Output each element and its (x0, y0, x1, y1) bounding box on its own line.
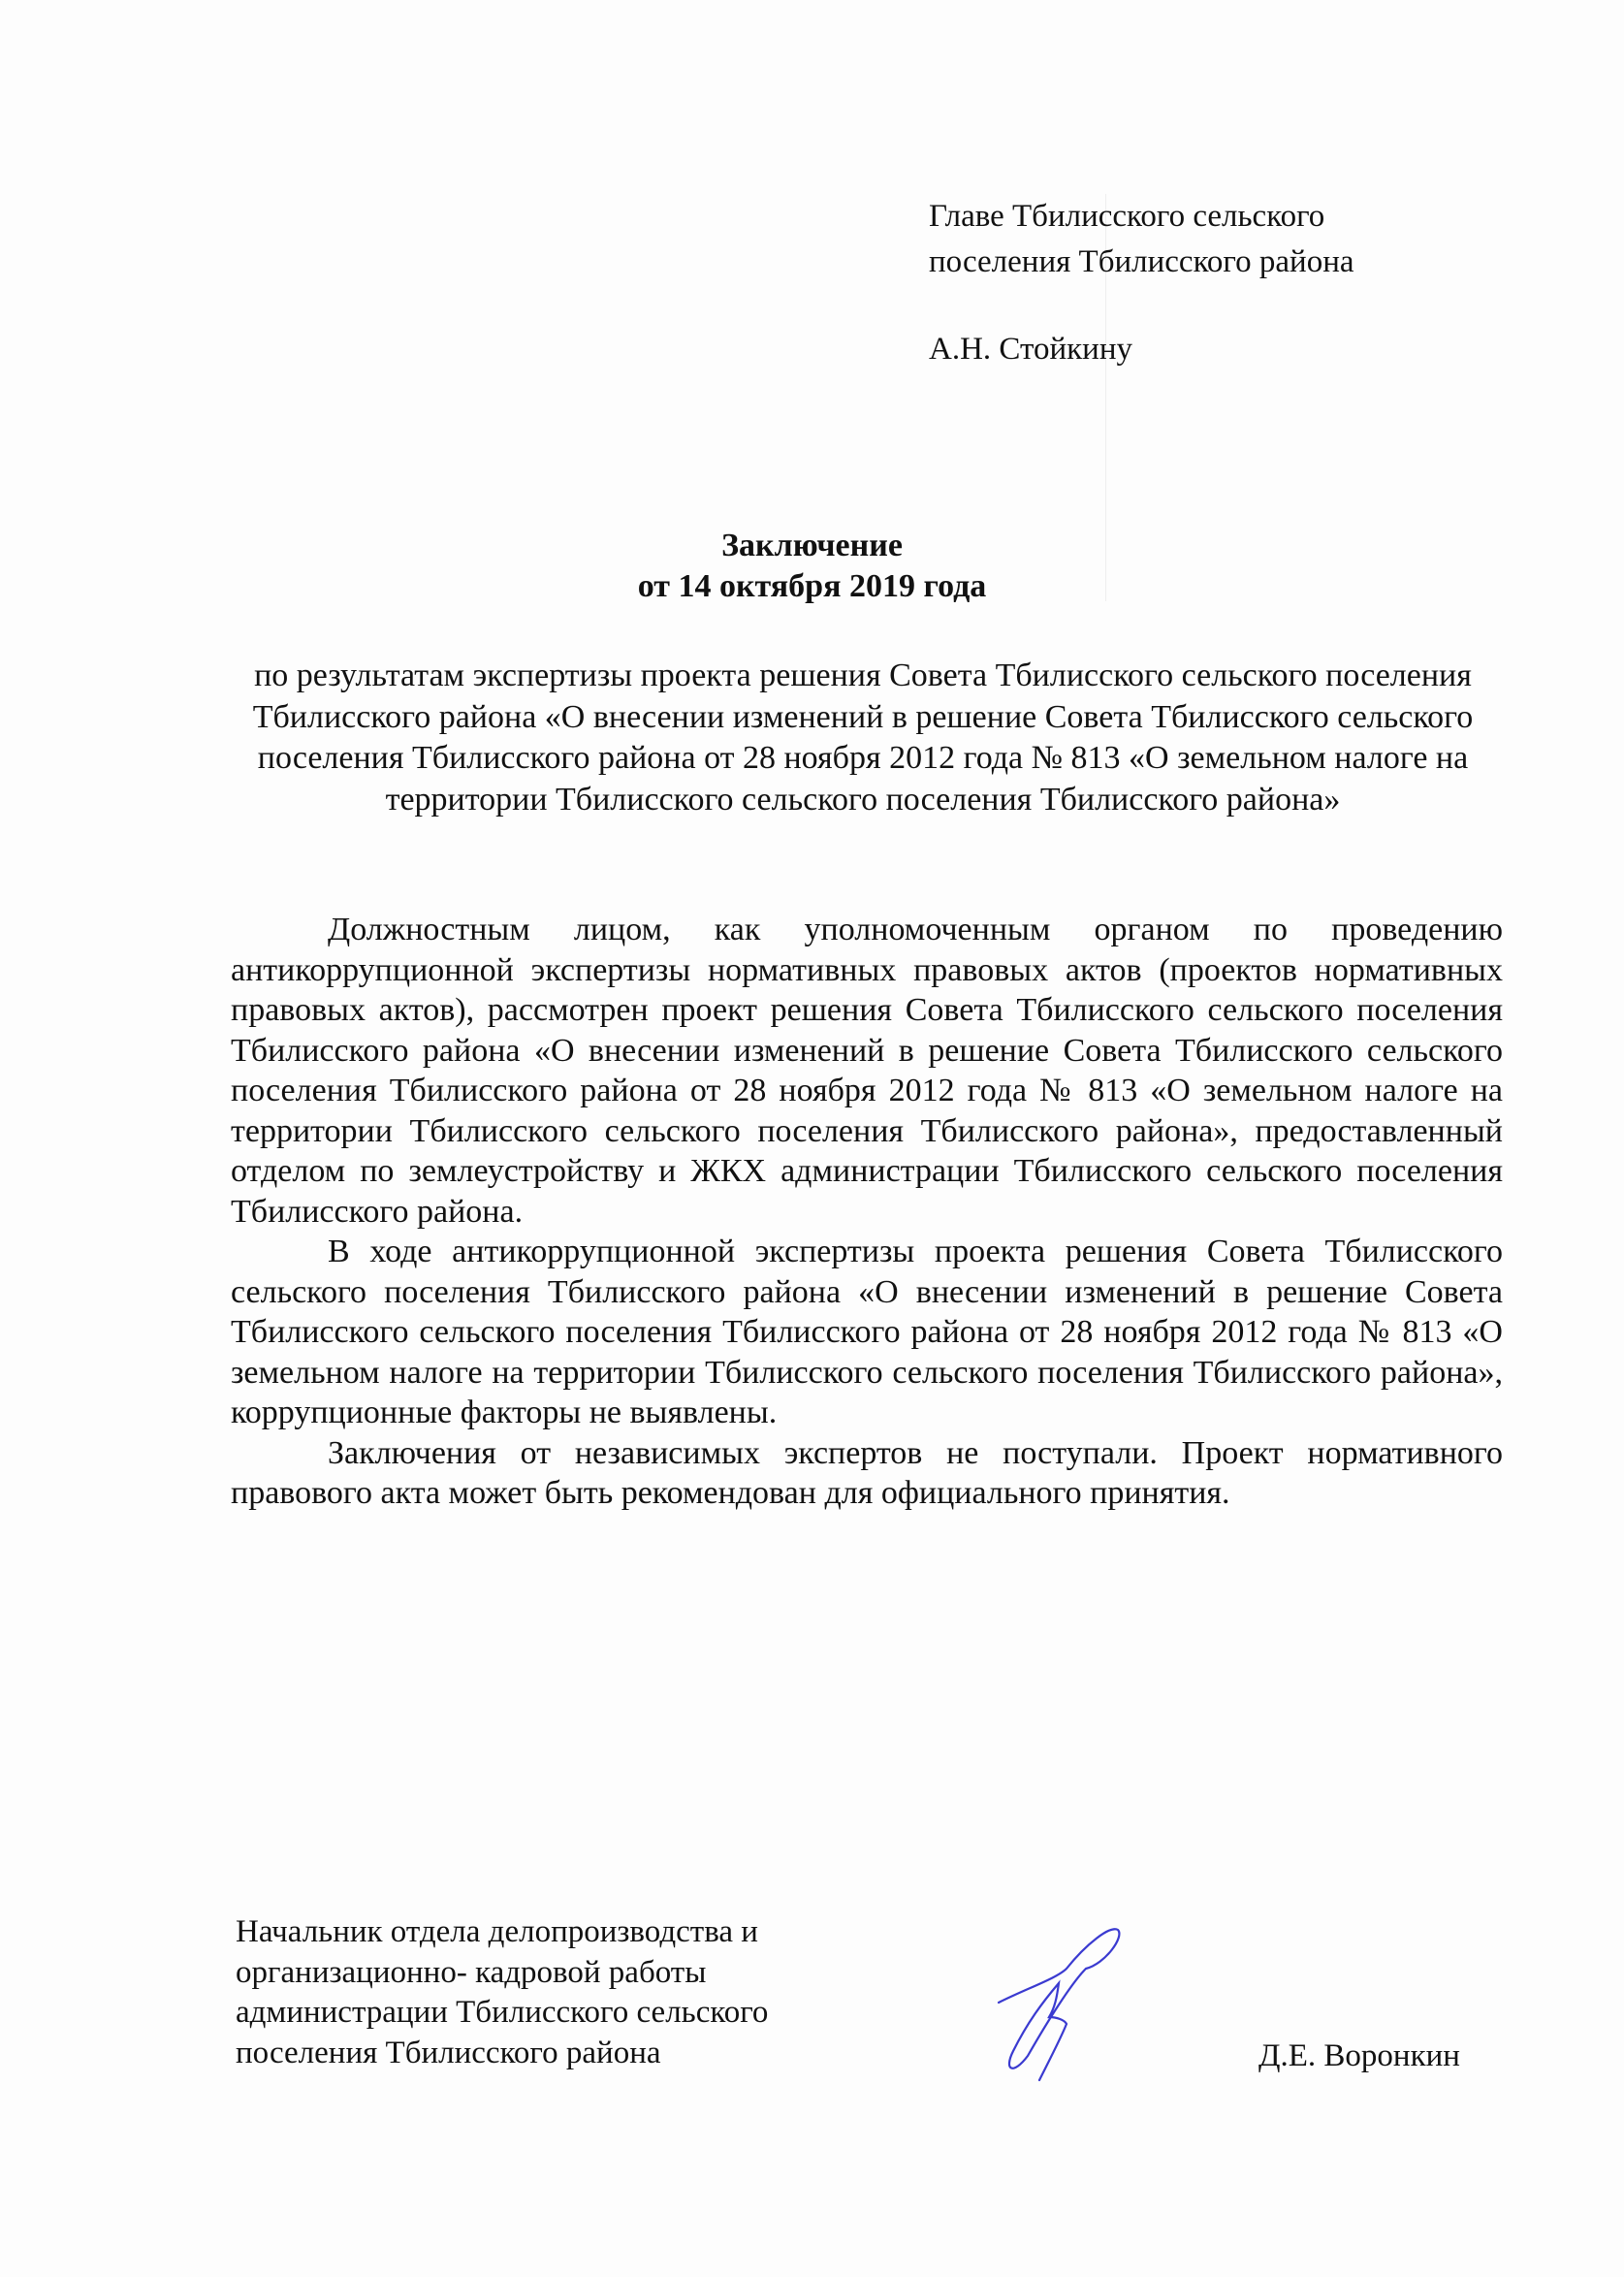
signer-position-line: организационно- кадровой работы (236, 1954, 707, 1990)
addressee-name: А.Н. Стойкину (929, 332, 1132, 367)
handwritten-signature (989, 1925, 1163, 2090)
signer-name: Д.Е. Воронкин (1258, 2038, 1460, 2073)
addressee-line: Главе Тбилисского сельского (929, 199, 1325, 234)
body-paragraph: Заключения от независимых экспертов не поступали. Проект нормативного правового акта может быть рекомендован для официального принятия. (231, 1434, 1503, 1511)
signature-stroke (999, 1929, 1119, 2080)
signer-position-line: поселения Тбилисского района (236, 2035, 661, 2070)
document-subject: по результатам экспертизы проекта решения Совета Тбилисского сельского поселения Тбилисского района «О внесении изменений в решение Совета Тбилисского сельского поселения Тбилисского района от 28 ноября 2012 года № 813 «О земельном налоге на территории Тбилисского сельского поселения Тбилисского района» (252, 657, 1474, 818)
signer-position-line: Начальник отдела делопроизводства и (236, 1914, 758, 1949)
document-body (231, 910, 1503, 1514)
addressee-block (929, 194, 1354, 372)
title-heading: Заключение (721, 528, 903, 563)
signer-position-line: администрации Тбилисского сельского (236, 1995, 769, 2030)
signer-position (236, 1912, 768, 2073)
body-paragraph: Должностным лицом, как уполномоченным органом по проведению антикоррупционной экспертизы нормативных правовых актов (проектов нормативных правовых актов), рассмотрен проект решения Совета Тбилисского сельского поселения Тбилисского района «О внесении изменений в решение Совета Тбилисского сельского поселения Тбилисского района от 28 ноября 2012 года № 813 «О земельном налоге на территории Тбилисского сельского поселения Тбилисского района», предоставленный отделом по землеустройству и ЖКХ администрации Тбилисского сельского поселения Тбилисского района. (231, 912, 1503, 1230)
title-date: от 14 октября 2019 года (637, 568, 987, 604)
document-title (0, 526, 1624, 607)
addressee-line: поселения Тбилисского района (929, 244, 1354, 279)
body-paragraph: В ходе антикоррупционной экспертизы проекта решения Совета Тбилисского сельского поселения Тбилисского района «О внесении изменений в решение Совета Тбилисского сельского поселения Тбилисского района от 28 ноября 2012 года № 813 «О земельном налоге на территории Тбилисского сельского поселения Тбилисского района», коррупционные факторы не выявлены. (231, 1234, 1503, 1430)
